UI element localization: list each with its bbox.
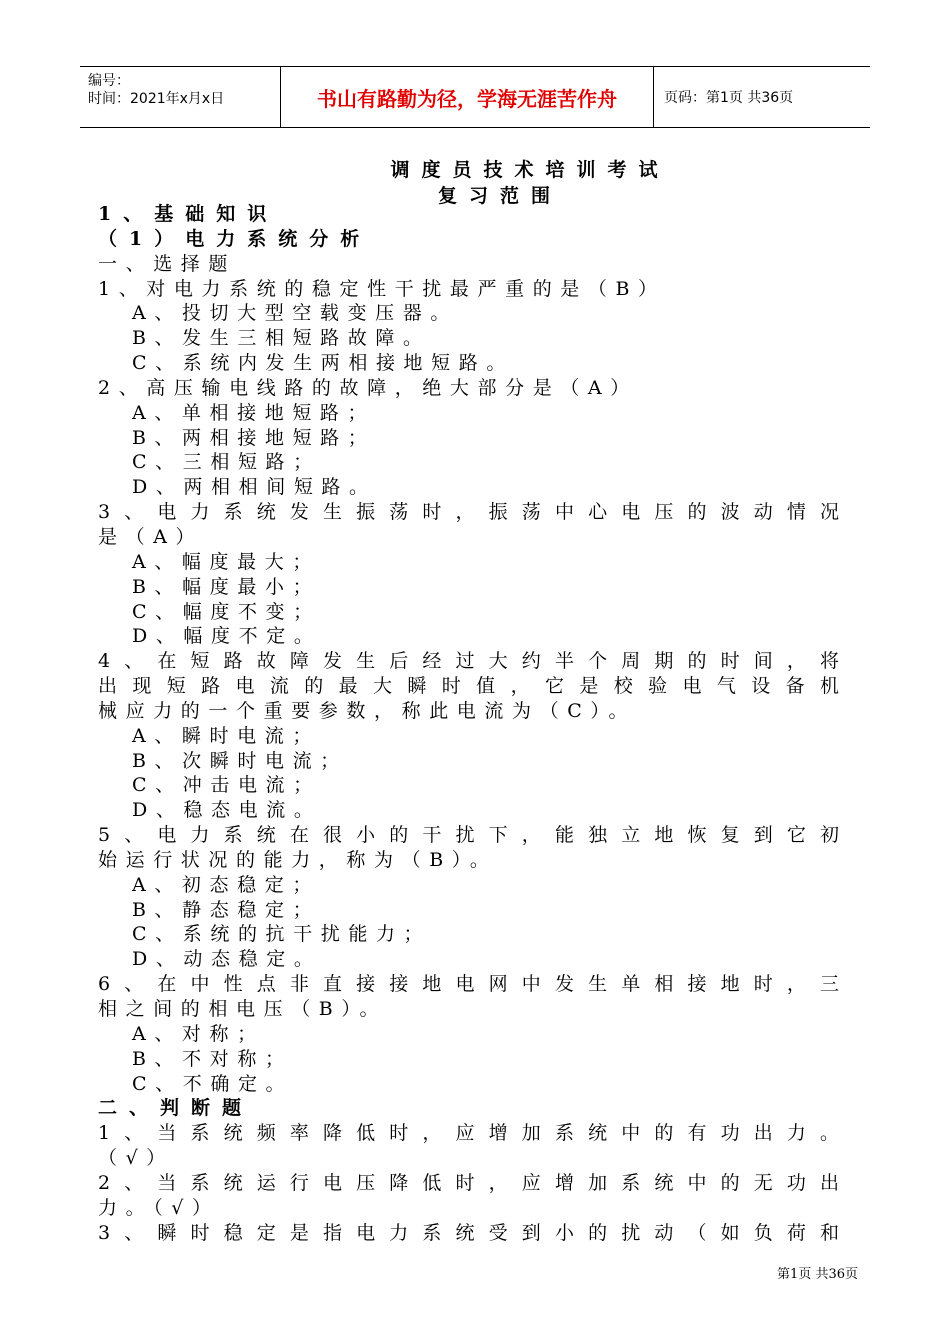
text-line: 5、电力系统在很小的干扰下，能独立地恢复到它初	[98, 824, 848, 847]
text-line: C、三相短路；	[132, 451, 321, 474]
text-line: C、不确定。	[132, 1072, 294, 1095]
page-footer: 第1页 共36页	[777, 1267, 858, 1282]
text-line: A、初态稳定；	[132, 873, 320, 896]
text-line: C、系统内发生两相接地短路。	[132, 352, 514, 375]
document-subtitle: 复习范围	[437, 185, 562, 207]
text-line: 力。（√）	[98, 1196, 220, 1219]
document-number-label: 编号：	[88, 73, 130, 89]
text-line: C、冲击电流；	[132, 774, 321, 797]
text-line: B、不对称；	[132, 1047, 293, 1070]
document-time-label: 时间：2021年x月x日	[88, 91, 225, 107]
text-line: B、次瞬时电流；	[132, 749, 348, 772]
text-line: 6、在中性点非直接接地电网中发生单相接地时，三	[98, 973, 848, 996]
text-line: B、幅度最小；	[132, 575, 321, 598]
text-line: D、幅度不定。	[132, 625, 322, 648]
document-title: 调度员技术培训考试	[390, 159, 670, 181]
text-line: 始运行状况的能力，称为（B）。	[98, 848, 498, 871]
header-motto: 书山有路勤为径，学海无涯苦作舟	[280, 67, 654, 127]
text-line: 出现短路电流的最大瞬时值，它是校验电气设备机	[98, 675, 848, 698]
text-line: A、幅度最大；	[132, 550, 320, 573]
section-heading: 1、基础知识	[98, 203, 279, 225]
section-heading: 二、判断题	[98, 1097, 254, 1120]
document-body	[98, 202, 848, 1245]
text-line: 2、高压输电线路的故障，绝大部分是（A）	[98, 376, 638, 399]
text-line: D、动态稳定。	[132, 948, 322, 971]
text-line: 相之间的相电压（B）。	[98, 998, 388, 1020]
section-heading: （1）电力系统分析	[98, 227, 372, 250]
text-line: 1、对电力系统的稳定性干扰最严重的是（B）	[98, 277, 666, 300]
text-line: D、两相相间短路。	[132, 476, 377, 499]
text-line: 2、当系统运行电压降低时，应增加系统中的无功出	[98, 1171, 848, 1194]
header-meta	[80, 67, 280, 127]
text-line: C、系统的抗干扰能力；	[132, 923, 432, 946]
text-line: 是（A）	[98, 525, 204, 548]
text-line: A、单相接地短路；	[132, 401, 376, 424]
text-line: B、发生三相短路故障。	[132, 327, 431, 350]
text-line: B、两相接地短路；	[132, 426, 376, 449]
text-line: 一、选择题	[98, 252, 237, 275]
text-line: C、幅度不变；	[132, 600, 321, 623]
text-line: 3、瞬时稳定是指电力系统受到小的扰动（如负荷和	[98, 1221, 848, 1244]
text-line: 3、电力系统发生振荡时，振荡中心电压的波动情况	[98, 501, 848, 524]
text-line: A、投切大型空载变压器。	[132, 302, 458, 325]
text-line: A、对称；	[132, 1022, 265, 1045]
text-line: 1、当系统频率降低时，应增加系统中的有功出力。	[98, 1122, 848, 1145]
text-line: （√）	[98, 1147, 174, 1170]
text-line: 械应力的一个重要参数，称此电流为（C）。	[98, 699, 637, 722]
text-line: B、静态稳定；	[132, 898, 321, 921]
text-line: A、瞬时电流；	[132, 724, 320, 747]
header-page-info: 页码：第1页 共36页	[664, 90, 794, 106]
text-line: 4、在短路故障发生后经过大约半个周期的时间，将	[98, 650, 848, 673]
text-line: D、稳态电流。	[132, 799, 322, 822]
page-header	[80, 66, 870, 128]
